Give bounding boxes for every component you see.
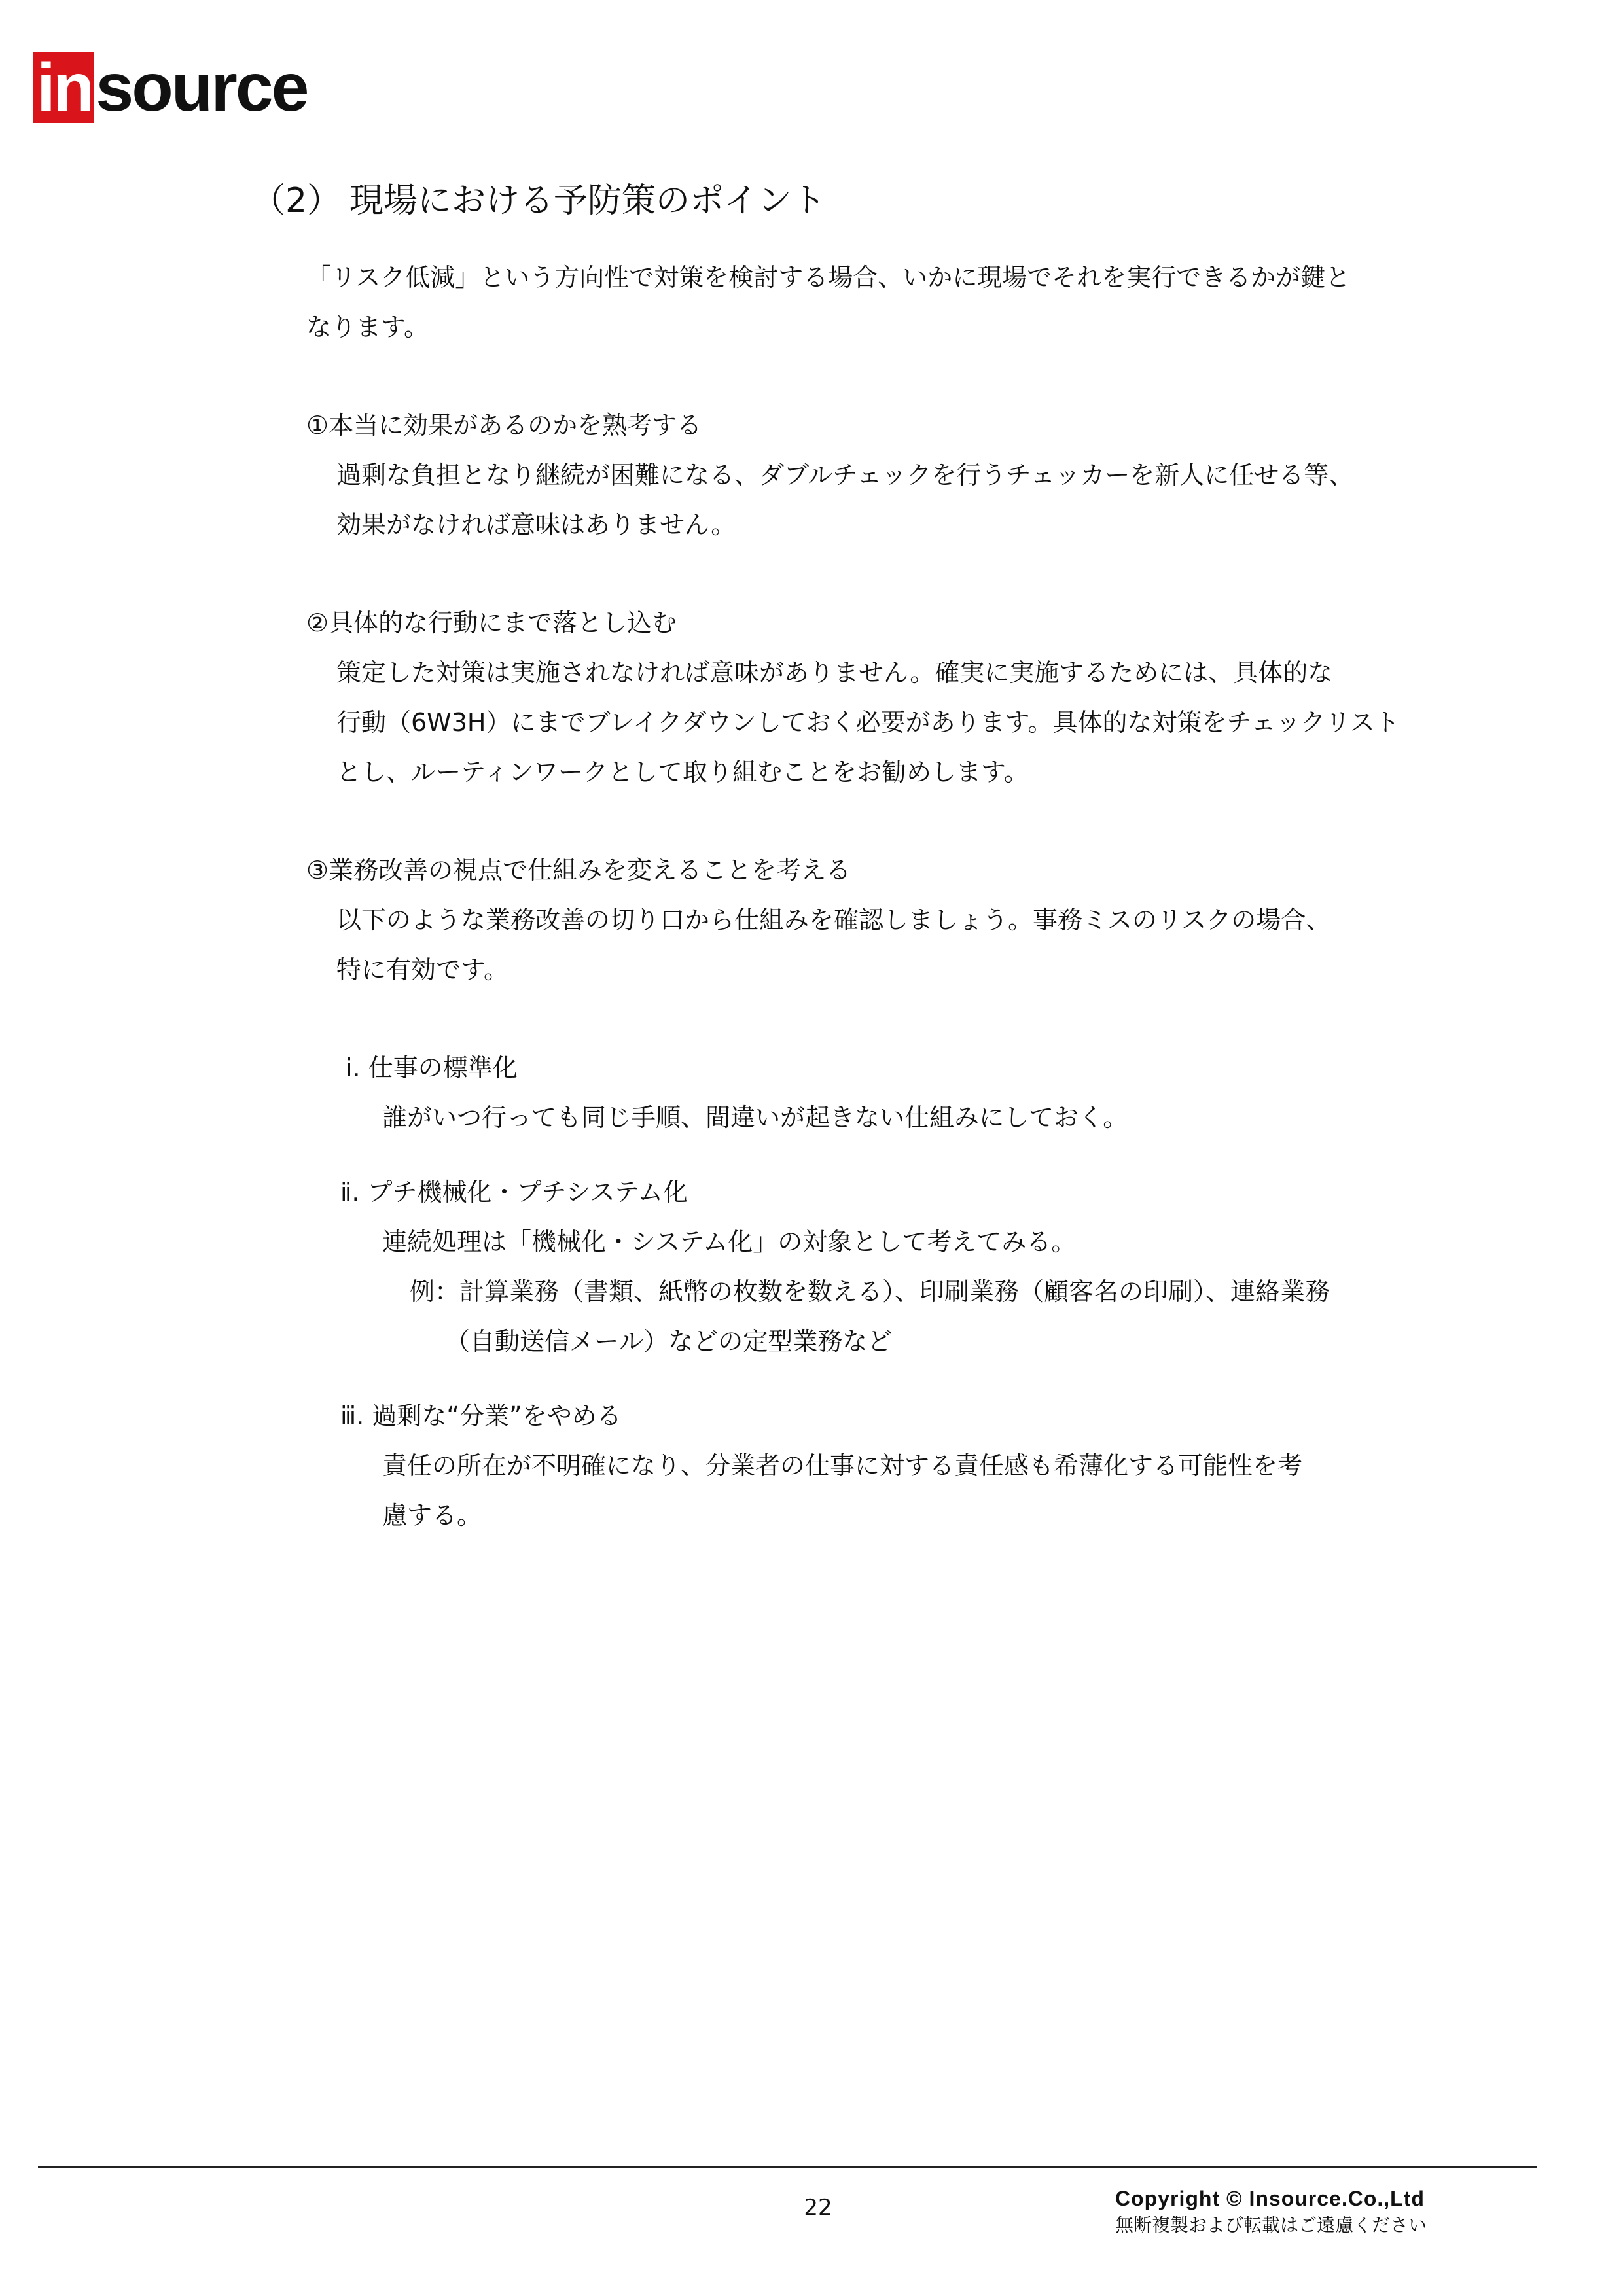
point-3-body-1: 以下のような業務改善の切り口から仕組みを確認しましょう。事務ミスのリスクの場合、 xyxy=(336,906,1331,934)
subpoint-1-body-1: 誰がいつ行っても同じ手順、間違いが起きない仕組みにしておく。 xyxy=(382,1103,1128,1132)
logo-highlight: in xyxy=(33,52,94,123)
intro-line-2: なります。 xyxy=(306,313,429,342)
subpoint-2-example-1: 例：計算業務（書類、紙幣の枚数を数える）、印刷業務（顧客名の印刷）、連絡業務 xyxy=(410,1277,1330,1306)
intro-line-1: 「リスク低減」という方向性で対策を検討する場合、いかに現場でそれを実行できるかが鍵と xyxy=(306,263,1351,292)
point-2-body-1: 策定した対策は実施されなければ意味がありません。確実に実施するためには、具体的な xyxy=(336,658,1333,687)
point-3-body-2: 特に有効です。 xyxy=(336,955,508,984)
footer-divider xyxy=(38,2166,1537,2168)
section-title-text: 現場における予防策のポイント xyxy=(349,181,827,221)
insource-logo xyxy=(33,50,308,126)
subpoint-2-heading: ⅱ. プチ機械化・プチシステム化 xyxy=(340,1178,688,1207)
point-2-body-3: とし、ルーティンワークとして取り組むことをお勧めします。 xyxy=(336,758,1029,786)
point-1-body-1: 過剰な負担となり継続が困難になる、ダブルチェックを行うチェッカーを新人に任せる等、 xyxy=(336,461,1354,489)
section-number: （2） xyxy=(251,181,342,221)
subpoint-2-example-2: （自動送信メール）などの定型業務など xyxy=(445,1327,893,1356)
section-title xyxy=(251,178,826,224)
subpoint-1-heading: ⅰ. 仕事の標準化 xyxy=(346,1053,518,1082)
logo-wordmark: source xyxy=(96,50,308,126)
point-1-heading: ①本当に効果があるのかを熟考する xyxy=(306,411,702,440)
reproduction-notice: 無断複製および転載はご遠慮ください xyxy=(1115,2214,1427,2236)
subpoint-3-body-2: 慮する。 xyxy=(382,1501,482,1530)
point-1-body-2: 効果がなければ意味はありません。 xyxy=(336,510,736,539)
point-2-body-2: 行動（6W3H）にまでブレイクダウンしておく必要があります。具体的な対策をチェックリスト xyxy=(336,708,1400,737)
subpoint-3-heading: ⅲ. 過剰な“分業”をやめる xyxy=(340,1402,622,1430)
subpoint-3-body-1: 責任の所在が不明確になり、分業者の仕事に対する責任感も希薄化する可能性を考 xyxy=(382,1451,1303,1480)
point-3-heading: ③業務改善の視点で仕組みを変えることを考える xyxy=(306,856,851,885)
subpoint-2-body-1: 連続処理は「機械化・システム化」の対象として考えてみる。 xyxy=(382,1227,1077,1256)
copyright-text: Copyright © Insource.Co.,Ltd xyxy=(1115,2187,1425,2210)
page-number: 22 xyxy=(804,2195,832,2221)
point-2-heading: ②具体的な行動にまで落とし込む xyxy=(306,609,677,637)
